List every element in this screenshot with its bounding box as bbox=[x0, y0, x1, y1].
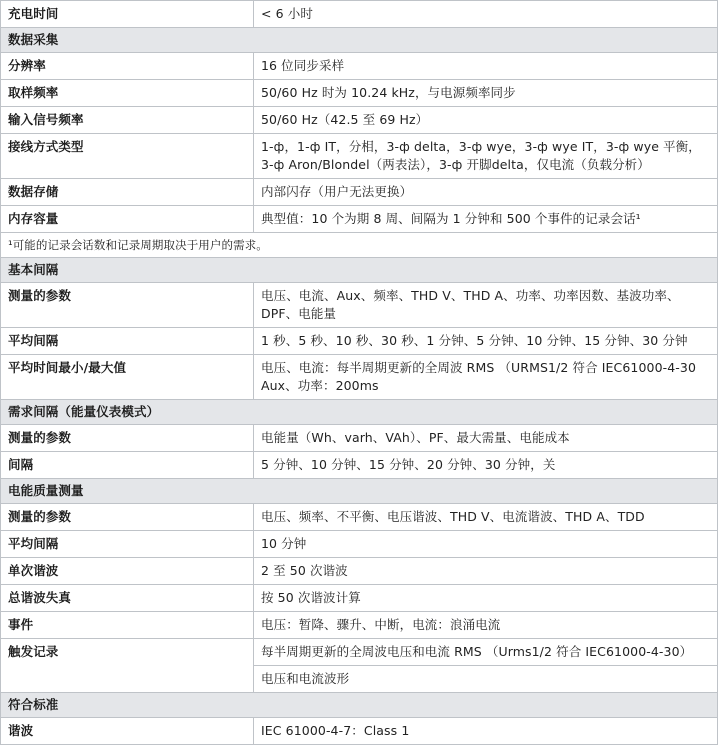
spec-value: < 6 小时 bbox=[254, 1, 718, 28]
spec-row bbox=[1, 1, 718, 28]
spec-row bbox=[1, 452, 718, 479]
spec-value: 电能量（Wh、varh、VAh）、PF、最大需量、电能成本 bbox=[254, 425, 718, 452]
spec-row bbox=[1, 80, 718, 107]
spec-value: 典型值：10 个为期 8 周、间隔为 1 分钟和 500 个事件的记录会话¹ bbox=[254, 206, 718, 233]
spec-label: 单次谐波 bbox=[1, 558, 254, 585]
spec-value: 电压、电流、Aux、频率、THD V、THD A、功率、功率因数、基波功率、DPF、电能量 bbox=[254, 283, 718, 328]
spec-row bbox=[1, 206, 718, 233]
spec-row bbox=[1, 531, 718, 558]
spec-label: 谐波 bbox=[1, 718, 254, 745]
spec-value: 每半周期更新的全周波电压和电流 RMS （Urms1/2 符合 IEC61000-4-30） bbox=[254, 639, 718, 666]
section-title: 电能质量测量 bbox=[1, 479, 718, 504]
spec-label: 测量的参数 bbox=[1, 504, 254, 531]
spec-table-body bbox=[1, 1, 718, 745]
section-title: 基本间隔 bbox=[1, 258, 718, 283]
spec-row bbox=[1, 558, 718, 585]
section-header bbox=[1, 28, 718, 53]
spec-value: 按 50 次谐波计算 bbox=[254, 585, 718, 612]
spec-value: 50/60 Hz（42.5 至 69 Hz） bbox=[254, 107, 718, 134]
section-header bbox=[1, 258, 718, 283]
footnote: ¹可能的记录会话数和记录周期取决于用户的需求。 bbox=[1, 233, 718, 258]
spec-label: 取样频率 bbox=[1, 80, 254, 107]
spec-value: 电压和电流波形 bbox=[254, 666, 718, 693]
spec-row bbox=[1, 107, 718, 134]
spec-row bbox=[1, 179, 718, 206]
spec-value: 5 分钟、10 分钟、15 分钟、20 分钟、30 分钟，关 bbox=[254, 452, 718, 479]
spec-row bbox=[1, 134, 718, 179]
spec-row bbox=[1, 504, 718, 531]
section-header bbox=[1, 479, 718, 504]
spec-row bbox=[1, 283, 718, 328]
spec-label: 接线方式类型 bbox=[1, 134, 254, 179]
spec-label: 事件 bbox=[1, 612, 254, 639]
spec-label: 平均间隔 bbox=[1, 328, 254, 355]
spec-value: 16 位同步采样 bbox=[254, 53, 718, 80]
spec-label: 平均时间最小/最大值 bbox=[1, 355, 254, 400]
spec-row bbox=[1, 328, 718, 355]
spec-label: 测量的参数 bbox=[1, 425, 254, 452]
spec-label: 充电时间 bbox=[1, 1, 254, 28]
spec-row bbox=[1, 585, 718, 612]
section-title: 数据采集 bbox=[1, 28, 718, 53]
spec-value: 电压、频率、不平衡、电压谐波、THD V、电流谐波、THD A、TDD bbox=[254, 504, 718, 531]
spec-row bbox=[1, 718, 718, 745]
spec-value: 50/60 Hz 时为 10.24 kHz，与电源频率同步 bbox=[254, 80, 718, 107]
section-title: 符合标准 bbox=[1, 693, 718, 718]
spec-label: 总谐波失真 bbox=[1, 585, 254, 612]
spec-value: 10 分钟 bbox=[254, 531, 718, 558]
spec-label: 分辨率 bbox=[1, 53, 254, 80]
spec-value: 2 至 50 次谐波 bbox=[254, 558, 718, 585]
spec-value: 电压：暂降、骤升、中断，电流：浪涌电流 bbox=[254, 612, 718, 639]
spec-label: 平均间隔 bbox=[1, 531, 254, 558]
spec-label: 触发记录 bbox=[1, 639, 254, 693]
spec-row bbox=[1, 612, 718, 639]
section-header bbox=[1, 400, 718, 425]
section-header bbox=[1, 693, 718, 718]
spec-row bbox=[1, 425, 718, 452]
spec-value: IEC 61000-4-7：Class 1 bbox=[254, 718, 718, 745]
spec-label: 间隔 bbox=[1, 452, 254, 479]
spec-row bbox=[1, 355, 718, 400]
spec-row bbox=[1, 639, 718, 666]
spec-row bbox=[1, 53, 718, 80]
spec-value: 1 秒、5 秒、10 秒、30 秒、1 分钟、5 分钟、10 分钟、15 分钟、30 分钟 bbox=[254, 328, 718, 355]
spec-label: 数据存储 bbox=[1, 179, 254, 206]
spec-label: 输入信号频率 bbox=[1, 107, 254, 134]
section-title: 需求间隔（能量仪表模式） bbox=[1, 400, 718, 425]
spec-value: 1-ф，1-ф IT，分相，3-ф delta，3-ф wye，3-ф wye IT，3-ф wye 平衡，3-ф Aron/Blondel（两表法），3-ф 开脚delta，仅电流（负载分析） bbox=[254, 134, 718, 179]
spec-value: 电压、电流：每半周期更新的全周波 RMS （URMS1/2 符合 IEC61000-4-30 Aux、功率：200ms bbox=[254, 355, 718, 400]
spec-label: 测量的参数 bbox=[1, 283, 254, 328]
spec-label: 内存容量 bbox=[1, 206, 254, 233]
spec-value: 内部闪存（用户无法更换） bbox=[254, 179, 718, 206]
footnote-row bbox=[1, 233, 718, 258]
